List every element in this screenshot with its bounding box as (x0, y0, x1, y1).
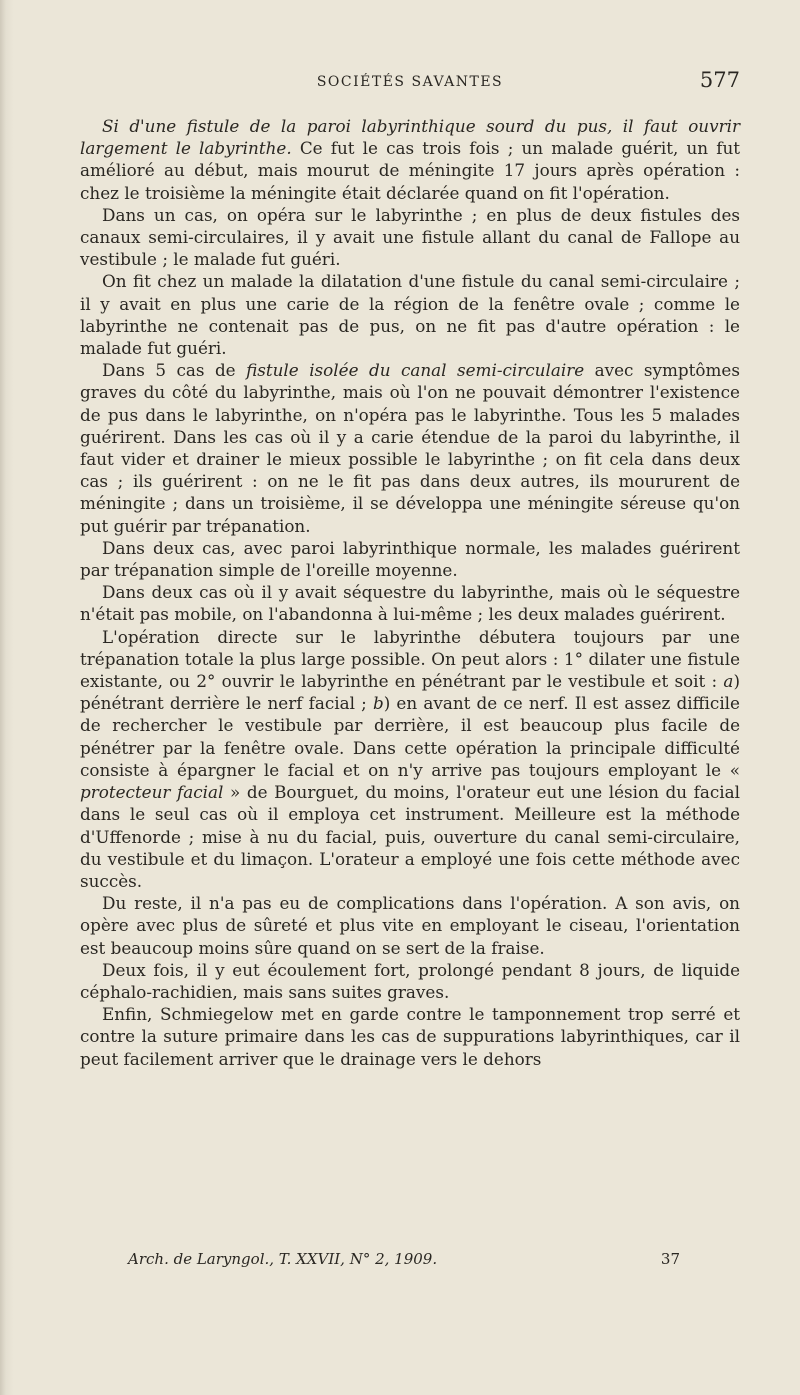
italic-run: protecteur facial (80, 782, 224, 803)
italic-run: a (723, 671, 734, 692)
text-run: » de Bourguet, du moins, l'orateur eut une lésion du facial dans le seul cas où il employa cet instrument. Meilleure est la méthode d'Uffenorde ; mise à nu du facial, puis, ouverture du canal semi-circulaire, du vestibule et du limaçon. L'orateur a employé une fois cette méthode avec succès. (80, 782, 740, 891)
text-run: ) pénétrant derrière le nerf facial ; (80, 671, 740, 714)
page-header (80, 68, 740, 98)
paragraph (80, 204, 740, 271)
paragraph (80, 581, 740, 625)
paragraph (80, 1003, 740, 1070)
running-head: SOCIÉTÉS SAVANTES (316, 74, 504, 90)
text-run: Dans deux cas où il y avait séquestre du labyrinthe, mais où le séquestre n'était pas mobile, on l'abandonna à lui-même ; les deux malades guérirent. (80, 582, 740, 625)
signature-mark: 37 (660, 1250, 680, 1268)
body-text (80, 115, 740, 1070)
page-footer (80, 1250, 740, 1274)
text-run: Enfin, Schmiegelow met en garde contre le tamponnement trop serré et contre la suture primaire dans les cas de suppurations labyrinthiques, car il peut facilement arriver que le drainage vers le dehors (80, 1004, 740, 1069)
text-run: ) en avant de ce nerf. Il est assez difficile de rechercher le vestibule par derrière, il est beaucoup plus facile de pénétrer par la fenêtre ovale. Dans cette opération la principale difficulté consiste à épargner le facial et on n'y arrive pas toujours employant le « (80, 693, 740, 780)
text-run: On fit chez un malade la dilatation d'une fistule du canal semi-circulaire ; il y avait en plus une carie de la région de la fenêtre ovale ; comme le labyrinthe ne contenait pas de pus, on ne fit pas d'autre opération : le malade fut guéri. (80, 271, 740, 359)
paragraph (80, 626, 740, 892)
paragraph (80, 359, 740, 537)
paragraph (80, 270, 740, 359)
paragraph (80, 537, 740, 581)
italic-run: Si d'une fistule de la paroi labyrinthique sourd du pus, il faut ouvrir largement le labyrinthe. (80, 116, 740, 159)
paragraph (80, 115, 740, 204)
text-run: L'opération directe sur le labyrinthe débutera toujours par une trépanation totale la plus large possible. On peut alors : 1° dilater une fistule existante, ou 2° ouvrir le labyrinthe en pénétrant par le vestibule et soit : (80, 626, 740, 692)
italic-run: b (372, 693, 384, 714)
text-run: Dans 5 cas de (102, 360, 247, 381)
text-run: Ce fut le cas trois fois ; un malade guérit, un fut amélioré au début, mais mourut de méningite 17 jours après opération : chez le troisième la méningite était déclarée quand on fit l'opération. (80, 138, 740, 203)
text-run: avec symptômes graves du côté du labyrinthe, mais où l'on ne pouvait démontrer l'existence de pus dans le labyrinthe, on n'opéra pas le labyrinthe. Tous les 5 malades guérirent. Dans les cas où il y a carie étendue de la paroi du labyrinthe, il faut vider et drainer le mieux possible le labyrinthe ; on fit cela dans deux cas ; ils guérirent : on ne le fit pas dans deux autres, ils moururent de méningite ; dans un troisième, il se développa une méningite séreuse qu'on put guérir par trépanation. (80, 360, 740, 536)
text-run: Dans deux cas, avec paroi labyrinthique normale, les malades guérirent par trépanation simple de l'oreille moyenne. (80, 537, 740, 581)
journal-reference: Arch. de Laryngol., T. XXVII, N° 2, 1909. (128, 1250, 438, 1268)
paragraph (80, 892, 740, 959)
paragraph (80, 959, 740, 1003)
text-run: Deux fois, il y eut écoulement fort, prolongé pendant 8 jours, de liquide céphalo-rachidien, mais sans suites graves. (80, 959, 740, 1002)
text-run: Du reste, il n'a pas eu de complications dans l'opération. A son avis, on opère avec plus de sûreté et plus vite en employant le ciseau, l'orientation est beaucoup moins sûre quand on se sert de la fraise. (80, 893, 740, 958)
text-run: Dans un cas, on opéra sur le labyrinthe ; en plus de deux fistules des canaux semi-circulaires, il y avait une fistule allant du canal de Fallope au vestibule ; le malade fut guéri. (80, 204, 740, 270)
italic-run: fistule isolée du canal semi-circulaire (246, 360, 585, 381)
page-number: 577 (699, 68, 740, 92)
